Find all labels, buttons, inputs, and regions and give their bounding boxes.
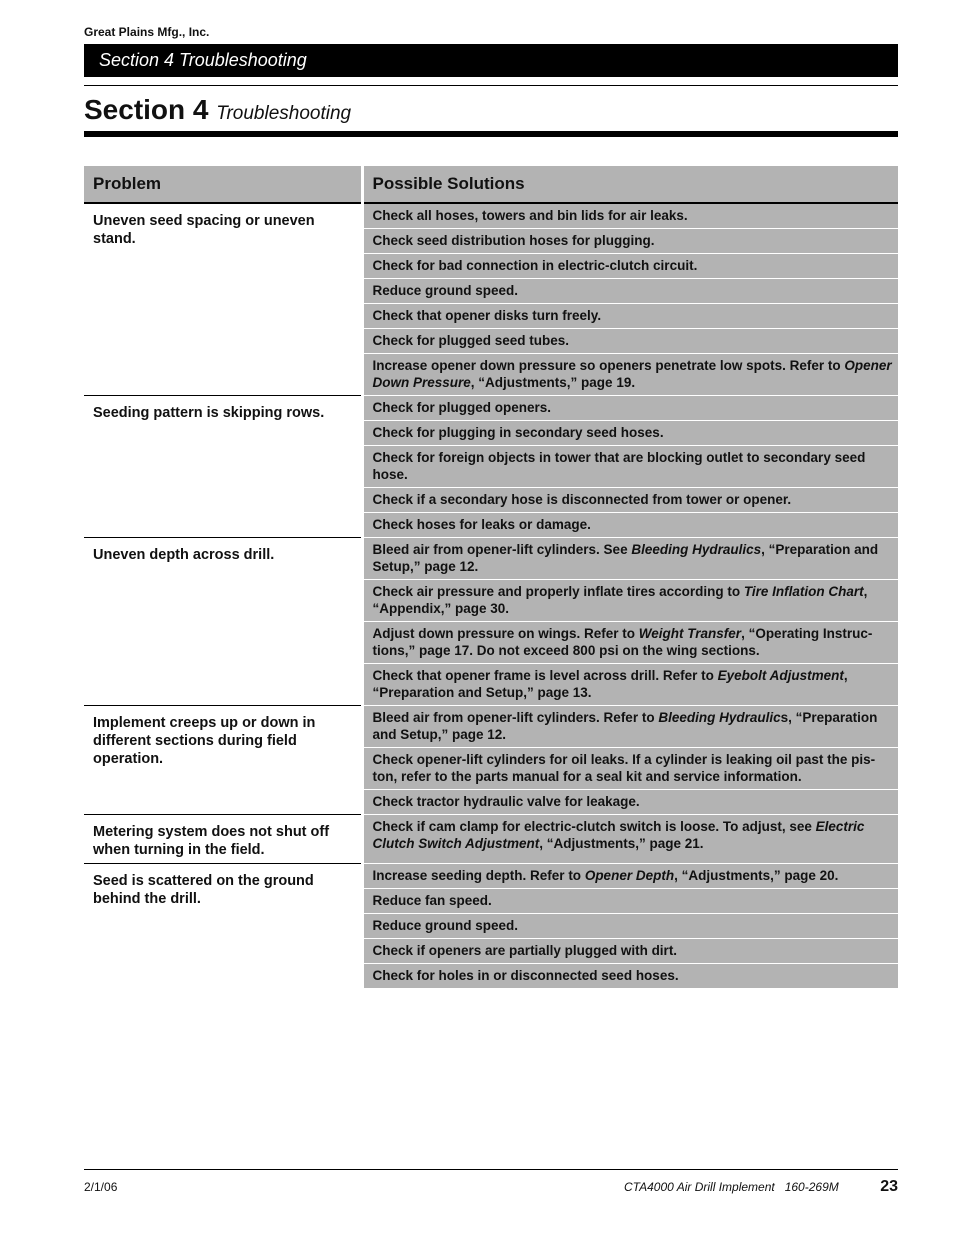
solution-text: Check that opener frame is level across drill. Refer to [372,668,718,683]
table-header-row [84,166,898,203]
solution-cell [362,939,898,964]
solution-cell [362,488,898,513]
solution-cell [362,513,898,538]
solution-text: Adjust down pressure on wings. Refer to [372,626,639,641]
solution-text: Check if openers are partially plugged with dirt. [372,943,678,958]
table-body [84,203,898,989]
solution-cell [362,396,898,421]
solution-text: Check seed distribution hoses for plugging. [372,233,655,248]
solution-reference: Weight Transfer [638,626,742,641]
solution-cell [362,864,898,889]
solution-cell [362,964,898,989]
solution-text: Check for holes in or disconnected seed hoses. [372,968,679,983]
solution-text: Check all hoses, towers and bin lids for air leaks. [372,208,688,223]
solution-cell [362,421,898,446]
solution-cell [362,203,898,229]
problem-cell: Seeding pattern is skipping rows. [84,396,362,538]
solution-text: Check for plugged openers. [372,400,552,415]
title-underline [84,131,898,137]
solution-text: Check for plugged seed tubes. [372,333,570,348]
solution-text: , “Preparation and Setup,” page 12. [372,542,879,574]
solution-cell [362,446,898,488]
page-title [84,92,351,132]
solution-text: Increase seeding depth. Refer to [372,868,585,883]
solution-text: s, “Preparation and Setup,” page 12. [372,710,878,742]
solution-text: Check if cam clamp for electric-clutch switch is loose. To adjust, see [372,819,816,834]
solution-text: , “Appendix,” page 30. [372,584,868,616]
solution-reference: Bleeding Hydraulics [631,542,762,557]
header-problem: Problem [84,166,362,203]
solution-reference: Tire Inflation Chart [743,584,864,599]
footer-doc-id: CTA4000 Air Drill Implement 160-269M [624,1180,839,1194]
solution-reference: Opener Down Pressure [372,358,892,390]
table-row [84,538,898,580]
solution-cell [362,748,898,790]
problem-cell: Seed is scattered on the ground behind the drill. [84,864,362,989]
solution-text: , “Adjustments,” page 19. [470,375,636,390]
solution-text: , “Adjustments,” page 21. [539,836,704,851]
solution-cell [362,329,898,354]
solution-text: , “Adjustments,” page 20. [674,868,839,883]
solution-text: Reduce ground speed. [372,918,519,933]
solution-text: Increase opener down pressure so openers penetrate low spots. Refer to [372,358,845,373]
footer-date: 2/1/06 [84,1180,118,1194]
problem-cell: Metering system does not shut off when turning in the field. [84,815,362,864]
solution-reference: Opener Depth [584,868,675,883]
solution-cell [362,706,898,748]
solution-cell [362,304,898,329]
solution-text: Check air pressure and properly inflate tires according to [372,584,744,599]
solution-cell [362,229,898,254]
table-row [84,203,898,229]
solution-text: Check opener-lift cylinders for oil leaks. If a cylinder is leaking oil past the piston, refer to the parts manual for a seal kit and service information. [372,752,876,784]
title-main: Section 4 [84,94,209,125]
solution-cell [362,354,898,396]
solution-text: Check hoses for leaks or damage. [372,517,591,532]
solution-reference: Electric Clutch Switch Adjustment [372,819,865,851]
solution-cell [362,664,898,706]
solution-cell [362,279,898,304]
solution-text: Reduce ground speed. [372,283,519,298]
solution-cell [362,790,898,815]
solution-text: , “Preparation and Setup,” page 13. [372,668,848,700]
solution-text: , “Operating Instructions,” page 17. Do not exceed 800 psi on the wing sections. [372,626,873,658]
solution-text: Reduce fan speed. [372,893,492,908]
troubleshooting-table [84,166,898,989]
problem-cell: Uneven depth across drill. [84,538,362,706]
solution-reference: Bleeding Hydraulic [658,710,781,725]
table-row [84,706,898,748]
solution-cell [362,815,898,864]
title-sub: Troubleshooting [216,103,352,124]
solution-cell [362,889,898,914]
company-name: Great Plains Mfg., Inc. [84,25,210,39]
solution-text: Check that opener disks turn freely. [372,308,602,323]
page-number: 23 [880,1178,898,1195]
solution-cell [362,622,898,664]
table-row [84,864,898,889]
solution-text: Bleed air from opener-lift cylinders. Refer to [372,710,659,725]
solution-text: Check tractor hydraulic valve for leakage. [372,794,640,809]
solution-reference: Eyebolt Adjustment [717,668,844,683]
table-row [84,396,898,421]
problem-cell: Implement creeps up or down in different sections during field operation. [84,706,362,815]
table-row [84,815,898,864]
solution-text: Check if a secondary hose is disconnected from tower or opener. [372,492,792,507]
header-solutions: Possible Solutions [362,166,898,203]
footer-divider [84,1169,898,1170]
section-banner: Section 4 Troubleshooting [84,44,898,77]
solution-cell [362,580,898,622]
solution-cell [362,914,898,939]
solution-text: Check for plugging in secondary seed hoses. [372,425,664,440]
solution-cell [362,254,898,279]
solution-text: Check for foreign objects in tower that are blocking outlet to secondary seed hose. [372,450,866,482]
header-divider [84,85,898,86]
solution-cell [362,538,898,580]
problem-cell: Uneven seed spacing or uneven stand. [84,203,362,396]
solution-text: Check for bad connection in electric-clutch circuit. [372,258,698,273]
solution-text: Bleed air from opener-lift cylinders. See [372,542,632,557]
